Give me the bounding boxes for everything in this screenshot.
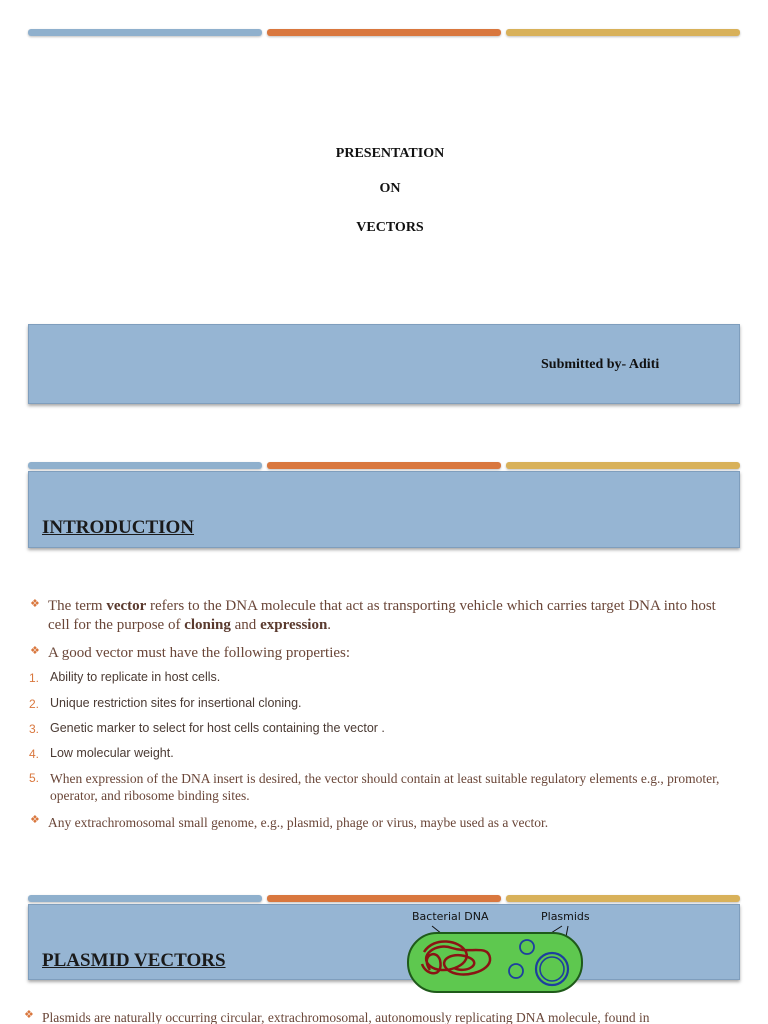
plasmid-paragraph: Plasmids are naturally occurring circular, extrachromosomal, autonomously replicating DNA molecule, found in	[42, 1010, 650, 1024]
bacterial-cell-icon	[408, 933, 582, 992]
property-item: Low molecular weight.	[50, 746, 174, 760]
intro-paragraph-extrachromosomal: Any extrachromosomal small genome, e.g., plasmid, phage or virus, maybe used as a vector.	[48, 815, 549, 830]
slide2-stripe-blue	[28, 462, 262, 469]
slide2-stripe-orange	[267, 462, 501, 469]
list-number: 5.	[29, 771, 40, 785]
title-line-on: ON	[379, 181, 401, 196]
property-item: Genetic marker to select for host cells containing the vector .	[50, 721, 385, 735]
slide3-stripe-gold	[506, 895, 740, 902]
property-item: Unique restriction sites for insertional cloning.	[50, 696, 302, 710]
plasmids-label: Plasmids	[541, 910, 590, 923]
submitted-by-text: Submitted by- Aditi	[541, 357, 660, 372]
list-number: 1.	[29, 671, 40, 685]
list-number: 4.	[29, 747, 40, 761]
header-stripe-orange	[267, 29, 501, 36]
property-item: Ability to replicate in host cells.	[50, 670, 221, 684]
plasmid-heading: PLASMID VECTORS	[42, 950, 226, 971]
slide3-stripe-orange	[267, 895, 501, 902]
list-number: 2.	[29, 697, 40, 711]
bacterium-diagram	[400, 922, 590, 997]
slide2-stripe-gold	[506, 462, 740, 469]
slide3-stripe-blue	[28, 895, 262, 902]
header-stripe-gold	[506, 29, 740, 36]
header-stripe-blue	[28, 29, 262, 36]
intro-heading: INTRODUCTION	[42, 517, 195, 538]
title-line-vectors: VECTORS	[356, 220, 424, 235]
bacterial-dna-label: Bacterial DNA	[412, 910, 489, 923]
intro-paragraph-properties: A good vector must have the following properties:	[48, 645, 351, 661]
bullet-diamond-icon: ❖	[30, 598, 40, 610]
intro-paragraph-vector-definition: The term vector refers to the DNA molecule that act as transporting vehicle which carries target DNA into host cell for the purpose of cloning and expression.	[48, 598, 716, 633]
bullet-diamond-icon: ❖	[24, 1009, 34, 1021]
bullet-diamond-icon: ❖	[30, 645, 40, 657]
bullet-diamond-icon: ❖	[30, 814, 40, 826]
list-number: 3.	[29, 722, 40, 736]
title-line-presentation: PRESENTATION	[335, 146, 445, 161]
property-item: When expression of the DNA insert is desired, the vector should contain at least suitable regulatory elements e.g., promoter, operator, and ribosome binding sites.	[50, 771, 720, 803]
